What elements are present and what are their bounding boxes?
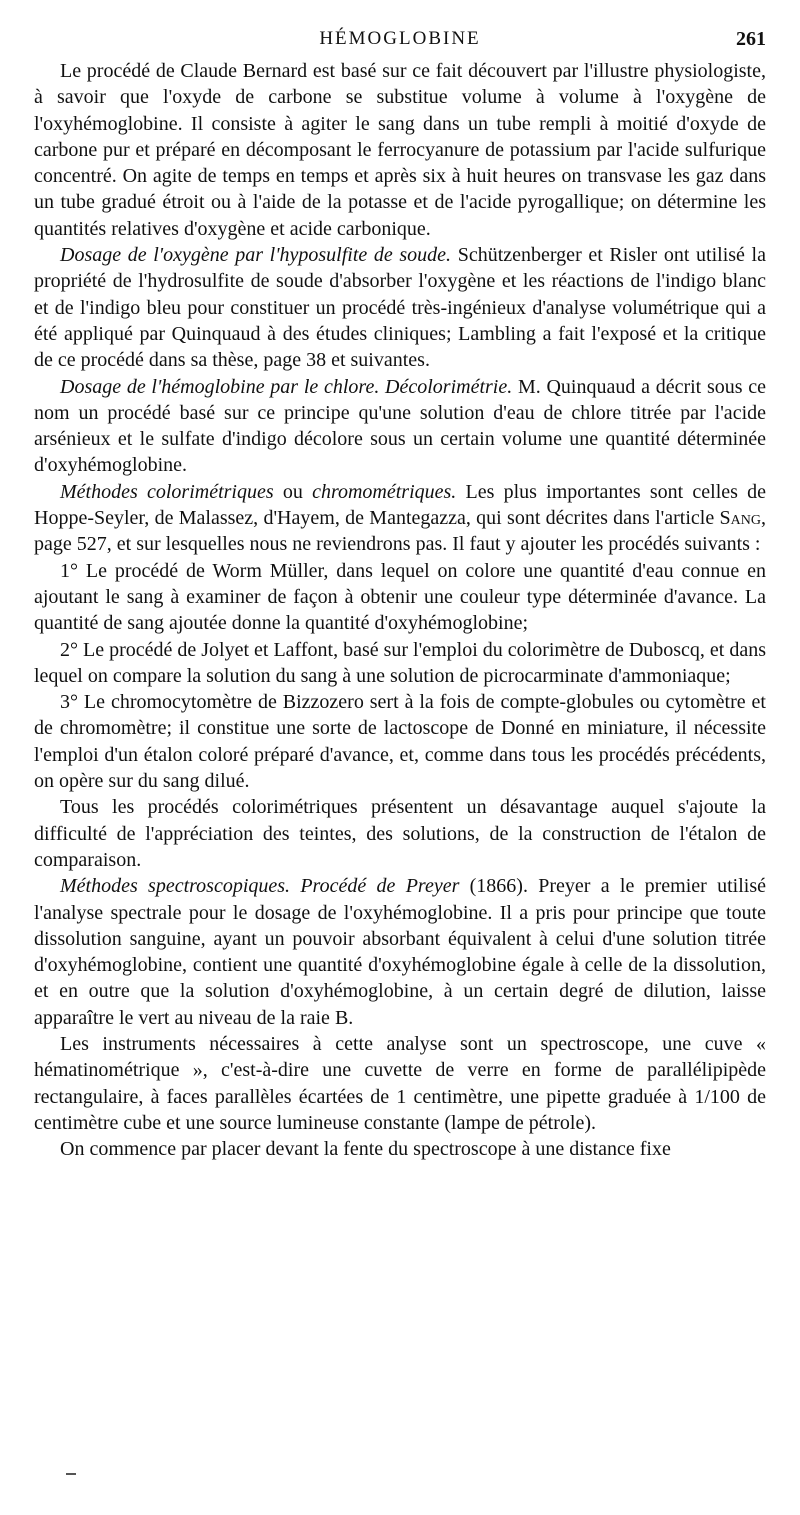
paragraph-text: (1866). Preyer a le premier utilisé l'analyse spectrale pour le dosage de l'oxyhémoglobine. Il a pris pour principe que toute dissolution sanguine, ayant un pouvoir absorbant équivalent à celui d'une solution titrée d'oxyhémoglobine, contient une quantité d'oxyhémoglobine égale à celle de la dissolution, et en outre que la solution d'oxyhémoglobine, à un certain degré de dilution, laisse apparaître le vert au niveau de la raie B. [34, 875, 766, 1029]
paragraph-item-2 [34, 637, 766, 690]
paragraph-commence [34, 1136, 766, 1162]
paragraph-methodes-spectroscopiques [34, 873, 766, 1031]
paragraph-item-1 [34, 558, 766, 637]
section-lead: Méthodes spectroscopiques. Procédé de Preyer [60, 875, 460, 898]
paragraph-text: Les instruments nécessaires à cette analyse sont un spectroscope, une cuve « hématinométrique », c'est-à-dire une cuvette de verre en forme de parallélipipède rectangulaire, à faces parallèles écartées de 1 centimètre, une pipette graduée à 1/100 de centimètre cube et une source lumineuse constante (lampe de pétrole). [34, 1032, 766, 1134]
paragraph-text: Tous les procédés colorimétriques présentent un désavantage auquel s'ajoute la difficulté de l'appréciation des teintes, des solutions, de la construction de l'étalon de comparaison. [34, 796, 766, 871]
paragraph-text: On commence par placer devant la fente du spectroscope à une distance fixe [60, 1138, 671, 1161]
paragraph-text: Schützenberger et Risler ont utilisé la propriété de l'hydrosulfite de soude d'absorber l'oxygène et les réactions de l'indigo blanc et de l'indigo bleu pour constituer un procédé très-ingénieux d'analyse volumétrique qui a été appliqué par Quinquaud à des études cliniques; Lambling a fait l'exposé et la critique de ce procédé dans sa thèse, page 38 et suivantes. [34, 244, 766, 372]
paragraph-item-3 [34, 689, 766, 794]
paragraph-text: Les plus importantes sont celles de Hoppe-Seyler, de Malassez, d'Hayem, de Mantegazza, qui sont décrites dans l'article [34, 480, 766, 530]
paragraph-text: 3° Le chromocytomètre de Bizzozero sert à la fois de compte-globules ou cytomètre et de chromomètre; il constitue une sorte de lactoscope de Donné en miniature, il nécessite l'emploi d'un étalon coloré préparé d'avance, et, comme dans tous les procédés précédents, on opère sur du sang dilué. [34, 691, 766, 793]
paragraph-connector: ou [273, 480, 313, 503]
article-reference: Sang [719, 507, 761, 530]
paragraph-claude-bernard [34, 58, 766, 242]
page-number: 261 [736, 28, 766, 50]
paragraph-methodes-colorimetriques [34, 479, 766, 558]
paragraph-instruments [34, 1031, 766, 1136]
paragraph-desavantage [34, 794, 766, 873]
running-header [34, 28, 766, 58]
scan-mark [66, 1473, 76, 1475]
section-lead-2: chromométriques. [312, 480, 457, 503]
paragraph-text-tail: , page 527, et sur lesquelles nous ne reviendrons pas. Il faut y ajouter les procédés suivants : [34, 507, 766, 556]
section-lead: Méthodes colorimétriques [60, 480, 274, 503]
paragraph-text: 1° Le procédé de Worm Müller, dans lequel on colore une quantité d'eau connue en ajoutant le sang à examiner de façon à obtenir une couleur type déterminée d'avance. La quantité de sang ajoutée donne la quantité d'oxyhémoglobine; [34, 559, 766, 635]
body-text [34, 58, 766, 1162]
paragraph-text: Le procédé de Claude Bernard est basé sur ce fait découvert par l'illustre physiologiste, à savoir que l'oxyde de carbone se substitue volume à volume à l'oxygène de l'oxyhémoglobine. Il consiste à agiter le sang dans un tube rempli à moitié d'oxyde de carbone pur et préparé en décomposant le ferrocyanure de potassium par l'acide sulfurique concentré. On agite de temps en temps et après six à huit heures on transvase les gaz dans un tube gradué étroit ou à l'aide de la potasse et de l'acide pyrogallique; on détermine les quantités relatives d'oxygène et acide carbonique. [34, 60, 766, 240]
paragraph-text: 2° Le procédé de Jolyet et Laffont, basé sur l'emploi du colorimètre de Duboscq, et dans lequel on compare la solution du sang à une solution de picrocarminate d'ammoniaque; [34, 638, 767, 687]
paragraph-dosage-hyposulfite [34, 242, 766, 373]
document-page [34, 28, 766, 1162]
running-title: HÉMOGLOBINE [319, 28, 481, 49]
paragraph-text: M. Quinquaud a décrit sous ce nom un procédé basé sur ce principe qu'une solution d'eau de chlore titrée par l'acide arsénieux et le sulfate d'indigo décolore sous un certain volume une quantité déterminée d'oxyhémoglobine. [34, 375, 766, 477]
section-lead: Dosage de l'oxygène par l'hyposulfite de soude. [60, 244, 452, 267]
section-lead: Dosage de l'hémoglobine par le chlore. Décolorimétrie. [60, 375, 513, 398]
paragraph-dosage-chlore [34, 374, 766, 479]
